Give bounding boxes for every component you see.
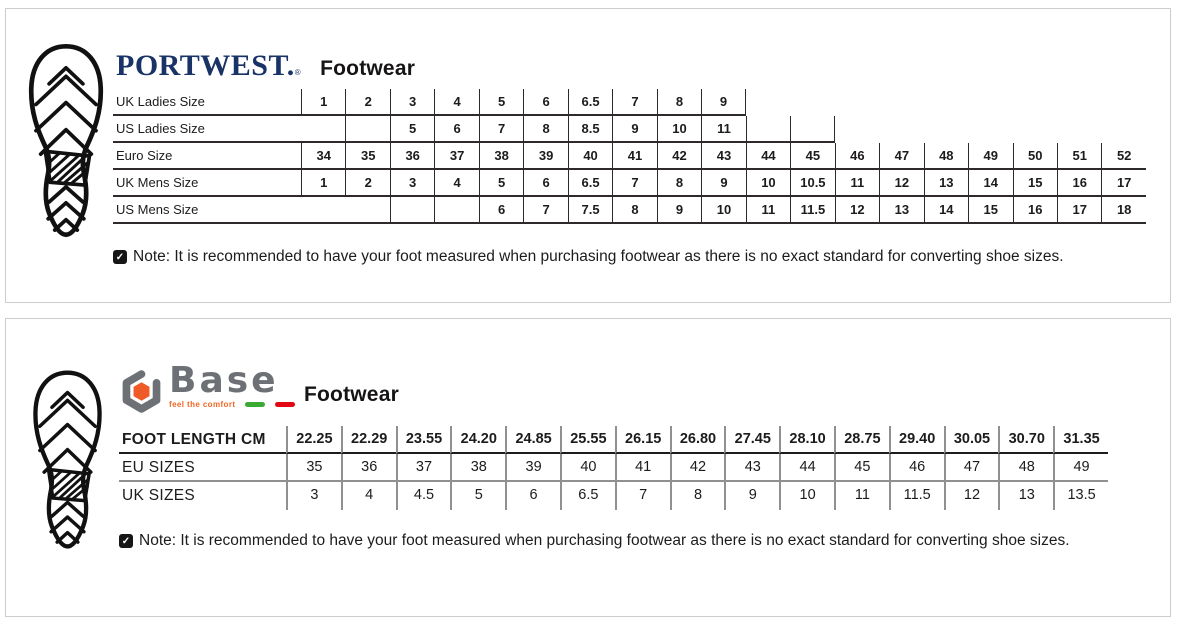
size-cell bbox=[1057, 89, 1101, 116]
size-cell bbox=[746, 89, 790, 116]
size-cell: 8.5 bbox=[568, 116, 612, 143]
size-cell bbox=[790, 116, 834, 143]
size-cell: 8 bbox=[657, 89, 701, 116]
size-cell: 17 bbox=[1057, 197, 1101, 224]
size-cell: 31.35 bbox=[1053, 426, 1108, 454]
size-cell: 34 bbox=[301, 143, 345, 170]
size-cell: 10 bbox=[657, 116, 701, 143]
size-cell: 14 bbox=[924, 197, 968, 224]
size-cell: 7.5 bbox=[568, 197, 612, 224]
size-cell: 24.85 bbox=[505, 426, 560, 454]
size-cell: 10 bbox=[701, 197, 745, 224]
size-cell: 12 bbox=[944, 482, 999, 510]
size-cell: 45 bbox=[790, 143, 834, 170]
size-cell bbox=[924, 89, 968, 116]
size-cell: 30.70 bbox=[998, 426, 1053, 454]
size-cell: 16 bbox=[1057, 170, 1101, 197]
size-cell: 3 bbox=[390, 89, 434, 116]
size-cell bbox=[1101, 116, 1145, 143]
size-cell: 7 bbox=[612, 170, 656, 197]
note-check-icon: ✓ bbox=[119, 534, 133, 548]
size-cell: 48 bbox=[924, 143, 968, 170]
size-cell bbox=[434, 197, 478, 224]
base-size-table bbox=[119, 426, 1108, 510]
size-cell: 26.15 bbox=[615, 426, 670, 454]
size-cell: 6 bbox=[505, 482, 560, 510]
size-cell: 47 bbox=[879, 143, 923, 170]
size-cell bbox=[1101, 89, 1145, 116]
size-cell: 38 bbox=[450, 454, 505, 482]
size-cell: 13 bbox=[998, 482, 1053, 510]
size-cell: 47 bbox=[944, 454, 999, 482]
size-cell: 28.75 bbox=[834, 426, 889, 454]
base-tagline-row bbox=[169, 400, 295, 409]
row-label: US Ladies Size bbox=[113, 116, 301, 143]
size-cell: 6.5 bbox=[568, 89, 612, 116]
size-cell: 7 bbox=[523, 197, 567, 224]
size-cell: 38 bbox=[479, 143, 523, 170]
size-row bbox=[119, 482, 1108, 510]
size-cell: 6 bbox=[434, 116, 478, 143]
size-cell: 43 bbox=[701, 143, 745, 170]
size-cell: 1 bbox=[301, 170, 345, 197]
size-cell: 9 bbox=[657, 197, 701, 224]
size-cell: 8 bbox=[612, 197, 656, 224]
size-cell: 46 bbox=[835, 143, 879, 170]
note-text: Note: It is recommended to have your foot measured when purchasing footwear as there is no exact standard for converting shoe sizes. bbox=[133, 248, 1064, 265]
size-cell: 10 bbox=[779, 482, 834, 510]
size-cell bbox=[1013, 89, 1057, 116]
size-cell: 2 bbox=[345, 170, 389, 197]
size-cell: 13 bbox=[924, 170, 968, 197]
size-cell: 30.05 bbox=[944, 426, 999, 454]
size-cell: 6.5 bbox=[568, 170, 612, 197]
size-cell: 2 bbox=[345, 89, 389, 116]
size-cell bbox=[879, 89, 923, 116]
size-cell: 29.40 bbox=[889, 426, 944, 454]
size-row bbox=[113, 197, 1146, 224]
size-cell bbox=[879, 116, 923, 143]
size-cell: 6 bbox=[479, 197, 523, 224]
size-cell: 6 bbox=[523, 170, 567, 197]
size-cell bbox=[790, 89, 834, 116]
size-cell bbox=[835, 116, 879, 143]
size-cell: 4 bbox=[341, 482, 396, 510]
size-row bbox=[113, 170, 1146, 197]
size-cell: 8 bbox=[670, 482, 725, 510]
footwear-title: Footwear bbox=[320, 57, 416, 80]
size-cell: 22.29 bbox=[341, 426, 396, 454]
note-check-icon: ✓ bbox=[113, 250, 127, 264]
size-row bbox=[113, 116, 1146, 143]
size-cell: 17 bbox=[1101, 170, 1145, 197]
size-cell: 8 bbox=[657, 170, 701, 197]
footwear-title: Footwear bbox=[304, 383, 399, 406]
size-cell bbox=[968, 116, 1012, 143]
size-row bbox=[113, 89, 1146, 116]
size-cell bbox=[1057, 116, 1101, 143]
size-cell: 15 bbox=[1013, 170, 1057, 197]
size-cell: 3 bbox=[390, 170, 434, 197]
size-cell bbox=[835, 89, 879, 116]
size-cell: 36 bbox=[341, 454, 396, 482]
size-cell: 36 bbox=[390, 143, 434, 170]
size-cell: 7 bbox=[615, 482, 670, 510]
size-cell: 39 bbox=[523, 143, 567, 170]
sole-print-icon bbox=[21, 39, 111, 243]
size-cell: 35 bbox=[286, 454, 341, 482]
size-cell: 35 bbox=[345, 143, 389, 170]
size-cell: 7 bbox=[479, 116, 523, 143]
size-cell: 15 bbox=[968, 197, 1012, 224]
size-row bbox=[119, 426, 1108, 454]
size-cell: 4 bbox=[434, 170, 478, 197]
row-label: UK Mens Size bbox=[113, 170, 301, 197]
size-cell: 3 bbox=[286, 482, 341, 510]
flag-red-bar bbox=[275, 402, 295, 407]
size-cell: 12 bbox=[835, 197, 879, 224]
size-cell: 4.5 bbox=[396, 482, 451, 510]
size-cell: 9 bbox=[724, 482, 779, 510]
base-wordmark bbox=[169, 360, 295, 409]
size-cell: 8 bbox=[523, 116, 567, 143]
size-cell: 1 bbox=[301, 89, 345, 116]
size-cell: 9 bbox=[701, 170, 745, 197]
sole-print-icon bbox=[26, 365, 109, 555]
size-cell bbox=[924, 116, 968, 143]
base-logo: Base bbox=[169, 360, 279, 401]
note-row bbox=[113, 248, 1064, 266]
size-cell: 6 bbox=[523, 89, 567, 116]
size-cell: 25.55 bbox=[560, 426, 615, 454]
size-cell: 41 bbox=[612, 143, 656, 170]
size-cell: 37 bbox=[396, 454, 451, 482]
size-cell: 44 bbox=[746, 143, 790, 170]
size-cell: 52 bbox=[1101, 143, 1145, 170]
size-cell bbox=[345, 197, 389, 224]
row-label: US Mens Size bbox=[113, 197, 301, 224]
size-cell: 26.80 bbox=[670, 426, 725, 454]
size-row bbox=[119, 454, 1108, 482]
size-cell: 46 bbox=[889, 454, 944, 482]
note-text: Note: It is recommended to have your foot measured when purchasing footwear as there is no exact standard for converting shoe sizes. bbox=[139, 532, 1070, 549]
size-cell: 40 bbox=[560, 454, 615, 482]
size-cell: 4 bbox=[434, 89, 478, 116]
size-cell: 11 bbox=[834, 482, 889, 510]
size-cell: 12 bbox=[879, 170, 923, 197]
size-cell: 42 bbox=[657, 143, 701, 170]
size-cell: 49 bbox=[1053, 454, 1108, 482]
size-cell: 37 bbox=[434, 143, 478, 170]
size-cell: 51 bbox=[1057, 143, 1101, 170]
size-cell: 13 bbox=[879, 197, 923, 224]
size-cell: 11.5 bbox=[889, 482, 944, 510]
base-nut-icon bbox=[119, 369, 164, 414]
size-cell: 48 bbox=[998, 454, 1053, 482]
size-cell: 11 bbox=[835, 170, 879, 197]
row-label: FOOT LENGTH CM bbox=[119, 426, 286, 454]
size-cell: 10.5 bbox=[790, 170, 834, 197]
size-cell bbox=[746, 116, 790, 143]
row-label: UK Ladies Size bbox=[113, 89, 301, 116]
size-cell: 50 bbox=[1013, 143, 1057, 170]
size-cell: 16 bbox=[1013, 197, 1057, 224]
note-row bbox=[119, 532, 1070, 550]
portwest-header bbox=[116, 49, 415, 83]
size-cell: 5 bbox=[479, 170, 523, 197]
row-label: UK SIZES bbox=[122, 487, 196, 504]
size-cell: 5 bbox=[390, 116, 434, 143]
size-cell: 5 bbox=[479, 89, 523, 116]
size-cell bbox=[301, 116, 345, 143]
size-cell: 49 bbox=[968, 143, 1012, 170]
registered-trademark-icon: ® bbox=[294, 68, 301, 77]
size-cell: 39 bbox=[505, 454, 560, 482]
row-label: Euro Size bbox=[113, 143, 301, 170]
size-cell bbox=[301, 197, 345, 224]
size-cell bbox=[390, 197, 434, 224]
size-cell: 6.5 bbox=[560, 482, 615, 510]
size-cell: 11.5 bbox=[790, 197, 834, 224]
size-cell: 7 bbox=[612, 89, 656, 116]
size-cell: 11 bbox=[746, 197, 790, 224]
portwest-panel bbox=[5, 8, 1171, 303]
size-cell: 24.20 bbox=[450, 426, 505, 454]
size-cell: 13.5 bbox=[1053, 482, 1108, 510]
size-cell bbox=[1013, 116, 1057, 143]
flag-green-bar bbox=[245, 402, 265, 407]
size-cell: 40 bbox=[568, 143, 612, 170]
size-cell bbox=[968, 89, 1012, 116]
size-cell: 42 bbox=[670, 454, 725, 482]
base-panel bbox=[5, 318, 1171, 617]
size-cell: 23.55 bbox=[396, 426, 451, 454]
portwest-size-table bbox=[113, 89, 1146, 224]
size-cell bbox=[345, 116, 389, 143]
size-cell: 41 bbox=[615, 454, 670, 482]
size-cell: 43 bbox=[724, 454, 779, 482]
size-cell: 44 bbox=[779, 454, 834, 482]
size-cell: 9 bbox=[612, 116, 656, 143]
size-cell: 14 bbox=[968, 170, 1012, 197]
size-row bbox=[113, 143, 1146, 170]
size-cell: 45 bbox=[834, 454, 889, 482]
size-cell: 28.10 bbox=[779, 426, 834, 454]
portwest-logo: PORTWEST. bbox=[116, 49, 295, 82]
size-cell: 18 bbox=[1101, 197, 1145, 224]
row-label: EU SIZES bbox=[119, 454, 286, 482]
size-cell: 9 bbox=[701, 89, 745, 116]
size-cell: 11 bbox=[701, 116, 745, 143]
size-cell: 22.25 bbox=[286, 426, 341, 454]
base-tagline: feel the comfort bbox=[169, 400, 236, 409]
size-cell: 10 bbox=[746, 170, 790, 197]
size-cell: 5 bbox=[450, 482, 505, 510]
size-cell: 27.45 bbox=[724, 426, 779, 454]
